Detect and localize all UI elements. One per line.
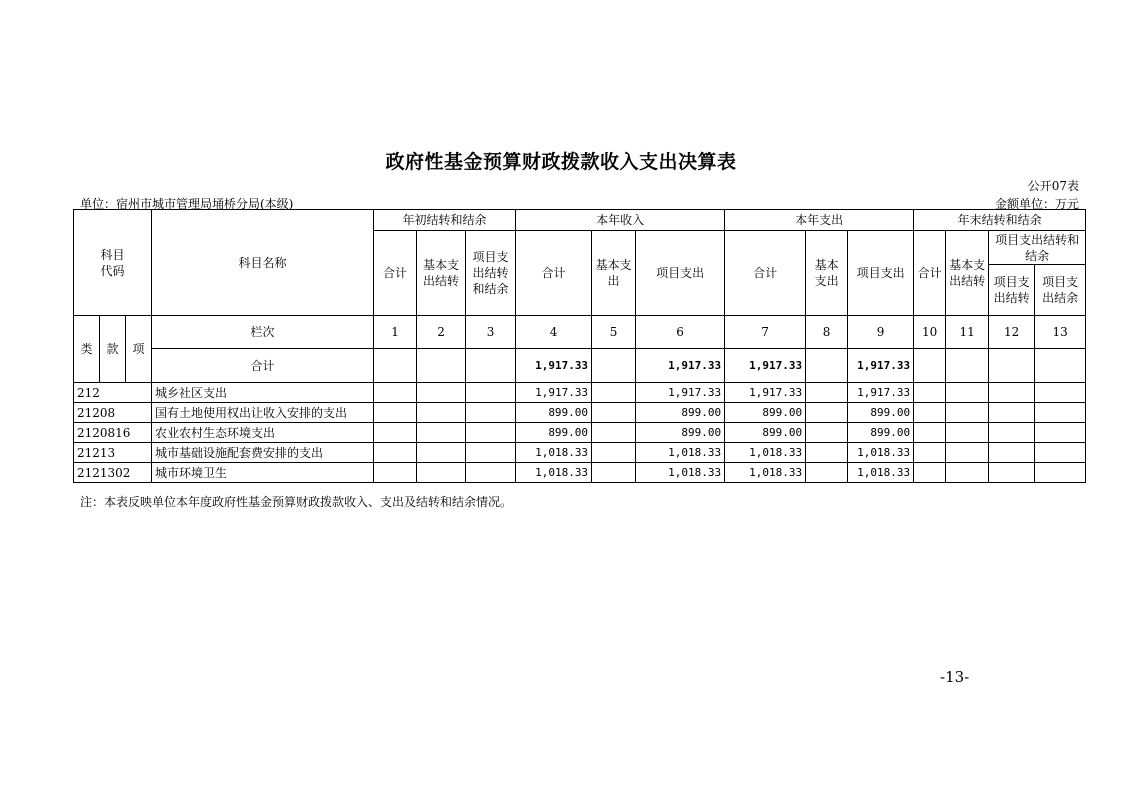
row-value-cell bbox=[374, 383, 417, 403]
row-value-cell bbox=[466, 463, 516, 483]
row-value-cell: 899.00 bbox=[725, 423, 806, 443]
row-name: 城乡社区支出 bbox=[152, 383, 374, 403]
row-value-cell bbox=[989, 423, 1035, 443]
row-value-cell: 899.00 bbox=[848, 423, 914, 443]
col-number: 5 bbox=[592, 316, 636, 349]
row-value-cell: 899.00 bbox=[636, 423, 725, 443]
row-value-cell bbox=[1035, 423, 1086, 443]
row-value-cell bbox=[466, 403, 516, 423]
column-number-row bbox=[74, 316, 1086, 349]
row-code: 2121302 bbox=[74, 463, 152, 483]
reporting-unit: 单位：宿州市城市管理局埇桥分局(本级) bbox=[80, 197, 294, 211]
header-lei: 类 bbox=[74, 316, 100, 383]
page-title: 政府性基金预算财政拨款收入支出决算表 bbox=[385, 151, 737, 173]
row-value-cell bbox=[592, 423, 636, 443]
row-value-cell bbox=[374, 443, 417, 463]
row-value-cell bbox=[989, 463, 1035, 483]
col-number: 1 bbox=[374, 316, 417, 349]
row-value-cell bbox=[989, 403, 1035, 423]
row-value-cell bbox=[806, 423, 848, 443]
row-value-cell: 899.00 bbox=[848, 403, 914, 423]
total-cell bbox=[806, 349, 848, 383]
row-value-cell: 899.00 bbox=[516, 403, 592, 423]
header-income-basic: 基本支出 bbox=[592, 231, 636, 316]
row-value-cell bbox=[806, 383, 848, 403]
row-value-cell bbox=[374, 403, 417, 423]
row-value-cell: 1,018.33 bbox=[725, 443, 806, 463]
col-number: 13 bbox=[1035, 316, 1086, 349]
header-expense-project: 项目支出 bbox=[848, 231, 914, 316]
row-value-cell bbox=[806, 403, 848, 423]
form-code: 公开07表 bbox=[1027, 179, 1079, 193]
total-cell bbox=[989, 349, 1035, 383]
col-number: 10 bbox=[914, 316, 946, 349]
total-cell bbox=[946, 349, 989, 383]
header-expense-basic: 基本支出 bbox=[806, 231, 848, 316]
row-code: 2120816 bbox=[74, 423, 152, 443]
row-value-cell: 899.00 bbox=[725, 403, 806, 423]
row-value-cell: 1,018.33 bbox=[848, 443, 914, 463]
row-value-cell bbox=[374, 423, 417, 443]
total-cell: 1,917.33 bbox=[636, 349, 725, 383]
row-value-cell bbox=[806, 443, 848, 463]
row-code: 21208 bbox=[74, 403, 152, 423]
budget-table bbox=[73, 209, 1086, 483]
row-value-cell bbox=[592, 443, 636, 463]
total-cell bbox=[374, 349, 417, 383]
row-code: 21213 bbox=[74, 443, 152, 463]
header-group-start: 年初结转和结余 bbox=[374, 210, 516, 231]
header-end-project-carry: 项目支出结转 bbox=[989, 265, 1035, 316]
row-value-cell bbox=[417, 423, 466, 443]
table-row bbox=[74, 463, 1086, 483]
table-row bbox=[74, 383, 1086, 403]
row-value-cell bbox=[417, 383, 466, 403]
row-value-cell: 1,018.33 bbox=[725, 463, 806, 483]
row-value-cell: 1,018.33 bbox=[636, 443, 725, 463]
footnote: 注：本表反映单位本年度政府性基金预算财政拨款收入、支出及结转和结余情况。 bbox=[80, 495, 513, 509]
header-end-total: 合计 bbox=[914, 231, 946, 316]
row-value-cell: 1,917.33 bbox=[636, 383, 725, 403]
header-start-project: 项目支出结转和结余 bbox=[466, 231, 516, 316]
row-value-cell bbox=[914, 463, 946, 483]
row-value-cell bbox=[989, 383, 1035, 403]
total-cell bbox=[1035, 349, 1086, 383]
header-group-end: 年末结转和结余 bbox=[914, 210, 1086, 231]
row-name: 城市基础设施配套费安排的支出 bbox=[152, 443, 374, 463]
total-row bbox=[74, 349, 1086, 383]
col-number: 3 bbox=[466, 316, 516, 349]
row-value-cell bbox=[946, 423, 989, 443]
row-value-cell bbox=[1035, 443, 1086, 463]
total-label: 合计 bbox=[152, 349, 374, 383]
header-name: 科目名称 bbox=[152, 210, 374, 316]
row-value-cell bbox=[417, 403, 466, 423]
row-value-cell bbox=[989, 443, 1035, 463]
row-value-cell bbox=[466, 383, 516, 403]
total-cell: 1,917.33 bbox=[725, 349, 806, 383]
col-number: 4 bbox=[516, 316, 592, 349]
row-code: 212 bbox=[74, 383, 152, 403]
total-cell bbox=[417, 349, 466, 383]
data-rows bbox=[74, 383, 1086, 483]
row-value-cell bbox=[914, 403, 946, 423]
header-end-project-surplus: 项目支出结余 bbox=[1035, 265, 1086, 316]
row-value-cell: 899.00 bbox=[636, 403, 725, 423]
col-number: 9 bbox=[848, 316, 914, 349]
row-value-cell: 1,018.33 bbox=[636, 463, 725, 483]
row-value-cell bbox=[592, 463, 636, 483]
header-expense-total: 合计 bbox=[725, 231, 806, 316]
row-value-cell bbox=[946, 403, 989, 423]
row-value-cell bbox=[592, 403, 636, 423]
page-number: -13- bbox=[940, 668, 970, 686]
header-group-expense: 本年支出 bbox=[725, 210, 914, 231]
header-xiang: 项 bbox=[126, 316, 152, 383]
amount-unit: 金额单位：万元 bbox=[994, 197, 1079, 211]
col-number: 11 bbox=[946, 316, 989, 349]
row-value-cell: 899.00 bbox=[516, 423, 592, 443]
row-name: 农业农村生态环境支出 bbox=[152, 423, 374, 443]
row-value-cell bbox=[914, 443, 946, 463]
col-number: 2 bbox=[417, 316, 466, 349]
row-value-cell: 1,018.33 bbox=[848, 463, 914, 483]
row-value-cell bbox=[1035, 403, 1086, 423]
col-number: 7 bbox=[725, 316, 806, 349]
total-cell bbox=[914, 349, 946, 383]
row-value-cell bbox=[946, 443, 989, 463]
lanci-label: 栏次 bbox=[152, 316, 374, 349]
row-name: 国有土地使用权出让收入安排的支出 bbox=[152, 403, 374, 423]
table-row bbox=[74, 403, 1086, 423]
header-start-basic: 基本支出结转 bbox=[417, 231, 466, 316]
col-number: 6 bbox=[636, 316, 725, 349]
row-value-cell bbox=[1035, 463, 1086, 483]
total-cell: 1,917.33 bbox=[516, 349, 592, 383]
col-number: 8 bbox=[806, 316, 848, 349]
header-group-income: 本年收入 bbox=[516, 210, 725, 231]
header-income-project: 项目支出 bbox=[636, 231, 725, 316]
row-value-cell bbox=[374, 463, 417, 483]
row-value-cell bbox=[466, 443, 516, 463]
col-number: 12 bbox=[989, 316, 1035, 349]
total-cell bbox=[592, 349, 636, 383]
total-cell: 1,917.33 bbox=[848, 349, 914, 383]
row-value-cell: 1,917.33 bbox=[725, 383, 806, 403]
row-value-cell bbox=[417, 463, 466, 483]
header-end-basic: 基本支出结转 bbox=[946, 231, 989, 316]
row-name: 城市环境卫生 bbox=[152, 463, 374, 483]
header-income-total: 合计 bbox=[516, 231, 592, 316]
header-kuan: 款 bbox=[100, 316, 126, 383]
row-value-cell bbox=[466, 423, 516, 443]
row-value-cell bbox=[946, 463, 989, 483]
row-value-cell: 1,917.33 bbox=[848, 383, 914, 403]
header-start-total: 合计 bbox=[374, 231, 417, 316]
row-value-cell bbox=[914, 423, 946, 443]
row-value-cell bbox=[417, 443, 466, 463]
table-row bbox=[74, 443, 1086, 463]
row-value-cell bbox=[592, 383, 636, 403]
header-code: 科目 代码 bbox=[74, 210, 152, 316]
table-row bbox=[74, 423, 1086, 443]
row-value-cell: 1,018.33 bbox=[516, 463, 592, 483]
row-value-cell bbox=[1035, 383, 1086, 403]
total-cell bbox=[466, 349, 516, 383]
row-value-cell bbox=[806, 463, 848, 483]
row-value-cell bbox=[946, 383, 989, 403]
header-end-project-group: 项目支出结转和结余 bbox=[989, 231, 1086, 265]
row-value-cell bbox=[914, 383, 946, 403]
header-row-1 bbox=[74, 210, 1086, 231]
row-value-cell: 1,917.33 bbox=[516, 383, 592, 403]
row-value-cell: 1,018.33 bbox=[516, 443, 592, 463]
